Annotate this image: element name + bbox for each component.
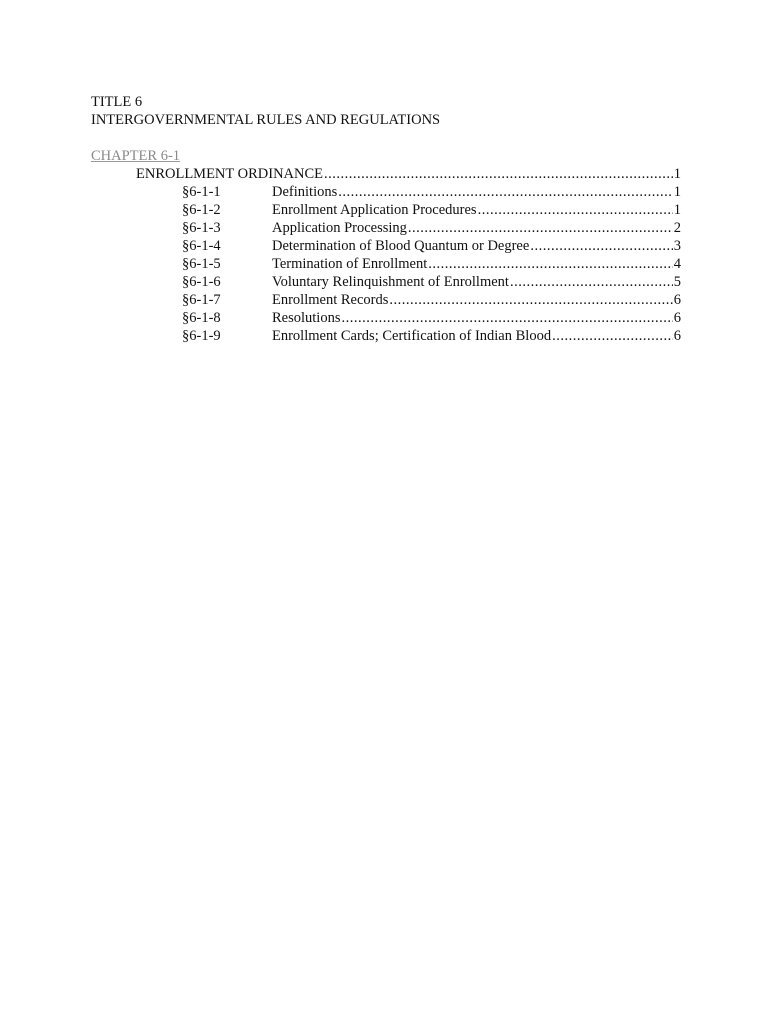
toc-section-number: §6-1-3: [182, 220, 221, 236]
toc-dot-leader: [552, 327, 673, 345]
toc-dot-leader: [408, 219, 673, 237]
toc-section-entry: [272, 273, 681, 291]
toc-page-number: 5: [673, 274, 681, 290]
toc-section-row[interactable]: [0, 201, 770, 219]
toc-section-row[interactable]: [0, 255, 770, 273]
toc-section-entry: [272, 219, 681, 237]
toc-section-row[interactable]: [0, 219, 770, 237]
toc-page-number: 3: [673, 238, 681, 254]
toc-section-title: Resolutions: [272, 310, 341, 326]
toc-section-entry: [272, 255, 681, 273]
toc-dot-leader: [510, 273, 673, 291]
toc-dot-leader: [428, 255, 673, 273]
toc-section-row[interactable]: [0, 309, 770, 327]
toc-section-entry: [272, 309, 681, 327]
toc-section-entry: [272, 201, 681, 219]
toc-section-title: Voluntary Relinquishment of Enrollment: [272, 274, 509, 290]
toc-section-number: §6-1-2: [182, 202, 221, 218]
toc-page-number: 2: [673, 220, 681, 236]
toc-chapter-entry: [136, 165, 681, 183]
toc-section-title: Application Processing: [272, 220, 407, 236]
toc-section-title: Determination of Blood Quantum or Degree: [272, 238, 530, 254]
table-of-contents: [0, 165, 770, 345]
toc-dot-leader: [478, 201, 673, 219]
toc-section-row[interactable]: [0, 237, 770, 255]
toc-section-number: §6-1-5: [182, 256, 221, 272]
toc-dot-leader: [341, 309, 672, 327]
toc-section-number: §6-1-9: [182, 328, 221, 344]
toc-section-entry: [272, 237, 681, 255]
toc-section-entry: [272, 327, 681, 345]
toc-section-title: Termination of Enrollment: [272, 256, 428, 272]
toc-page-number: 6: [673, 292, 681, 308]
toc-section-number: §6-1-4: [182, 238, 221, 254]
title-name: INTERGOVERNMENTAL RULES AND REGULATIONS: [91, 112, 441, 128]
toc-section-row[interactable]: [0, 327, 770, 345]
toc-section-row[interactable]: [0, 291, 770, 309]
toc-dot-leader: [530, 237, 672, 255]
title-block: [91, 93, 440, 129]
toc-section-title: Definitions: [272, 184, 338, 200]
toc-chapter-heading: ENROLLMENT ORDINANCE: [136, 166, 324, 182]
toc-dot-leader: [324, 165, 673, 183]
toc-section-number: §6-1-6: [182, 274, 221, 290]
toc-section-number: §6-1-7: [182, 292, 221, 308]
toc-chapter-row[interactable]: [0, 165, 770, 183]
toc-page-number: 4: [673, 256, 681, 272]
toc-section-title: Enrollment Cards; Certification of Indian Blood: [272, 328, 552, 344]
toc-section-number: §6-1-1: [182, 184, 221, 200]
toc-dot-leader: [389, 291, 672, 309]
toc-page-number: 1: [673, 184, 681, 200]
toc-page-number: 1: [673, 202, 681, 218]
chapter-link[interactable]: CHAPTER 6-1: [91, 148, 181, 164]
title-number: TITLE 6: [91, 94, 143, 110]
toc-section-entry: [272, 183, 681, 201]
toc-section-row[interactable]: [0, 183, 770, 201]
toc-page-number: 1: [673, 166, 681, 182]
toc-section-entry: [272, 291, 681, 309]
toc-section-number: §6-1-8: [182, 310, 221, 326]
toc-section-row[interactable]: [0, 273, 770, 291]
toc-page-number: 6: [673, 328, 681, 344]
toc-page-number: 6: [673, 310, 681, 326]
toc-dot-leader: [338, 183, 673, 201]
toc-section-title: Enrollment Application Procedures: [272, 202, 477, 218]
toc-section-title: Enrollment Records: [272, 292, 389, 308]
